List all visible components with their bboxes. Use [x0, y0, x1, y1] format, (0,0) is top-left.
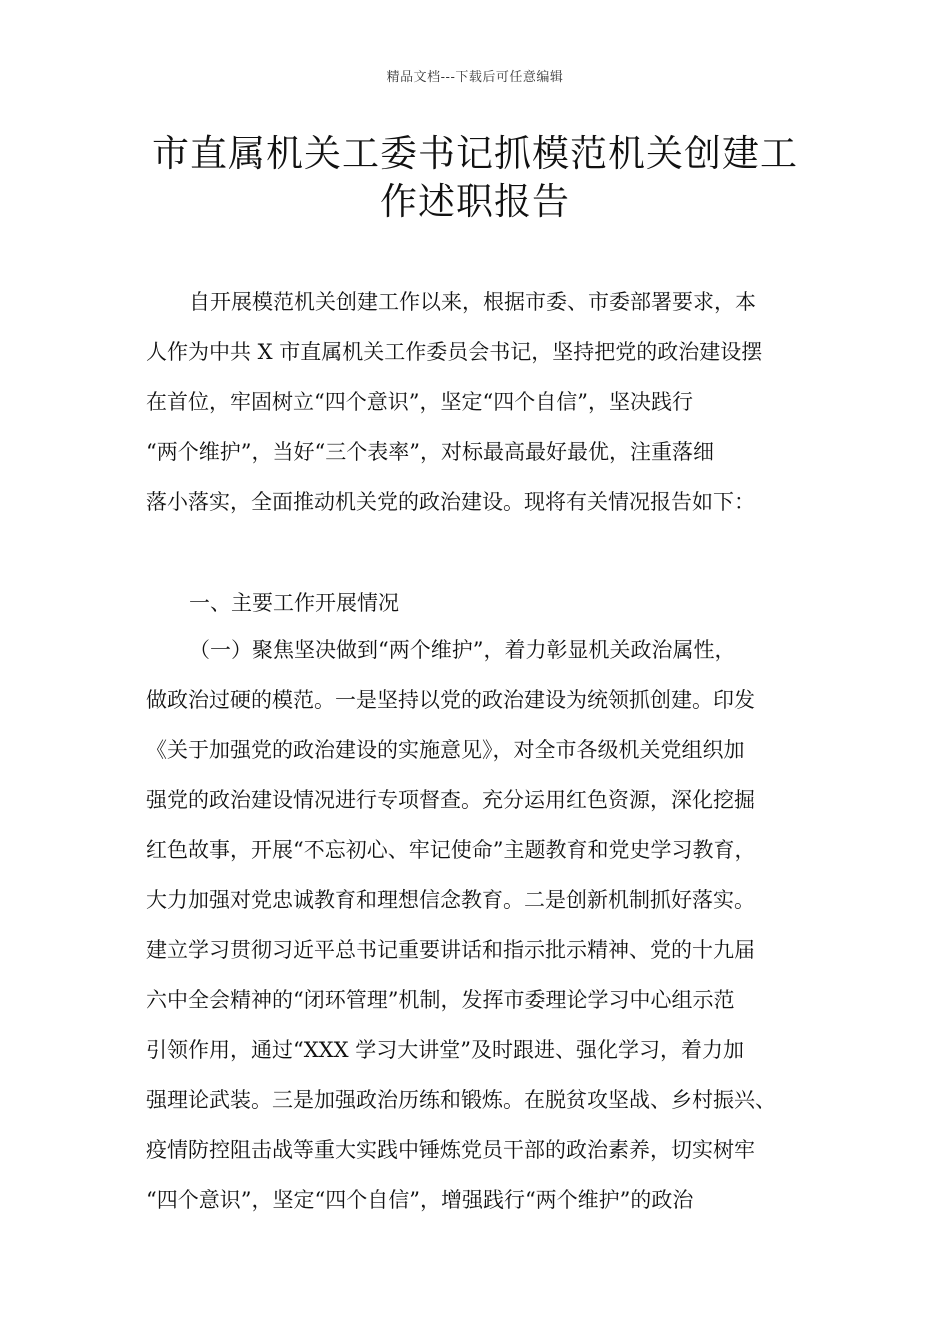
section-heading — [146, 578, 812, 628]
text-line: 落小落实，全面推动机关党的政治建设。现将有关情况报告如下： — [146, 490, 755, 514]
document-title — [140, 130, 810, 226]
text-line: 强党的政治建设情况进行专项督查。充分运用红色资源，深化挖掘 — [146, 788, 755, 812]
text-line: 大力加强对党忠诚教育和理想信念教育。二是创新机制抓好落实。 — [146, 888, 755, 912]
text-line: 红色故事，开展“不忘初心、牢记使命”主题教育和党史学习教育， — [146, 838, 756, 862]
text-line: 六中全会精神的“闭环管理”机制，发挥市委理论学习中心组示范 — [146, 988, 735, 1012]
text-line: 自开展模范机关创建工作以来，根据市委、市委部署要求，本 — [189, 290, 756, 314]
subsection-paragraph — [146, 625, 812, 1225]
section-heading-text: 一、主要工作开展情况 — [189, 591, 399, 615]
text-line: 在首位，牢固树立“四个意识”，坚定“四个自信”，坚决践行 — [146, 390, 693, 414]
intro-paragraph — [146, 277, 812, 527]
title-line: 作述职报告 — [380, 180, 570, 223]
text-line: 引领作用，通过“XXX 学习大讲堂”及时跟进、强化学习，着力加 — [146, 1038, 744, 1062]
page-header: 精品文档---下载后可任意编辑 — [386, 70, 564, 85]
text-line: 建立学习贯彻习近平总书记重要讲话和指示批示精神、党的十九届 — [146, 938, 755, 962]
text-line: （一）聚焦坚决做到“两个维护”，着力彰显机关政治属性， — [189, 638, 736, 662]
title-line: 市直属机关工委书记抓模范机关创建工 — [152, 132, 798, 175]
text-line: 疫情防控阻击战等重大实践中锤炼党员干部的政治素养，切实树牢 — [146, 1138, 755, 1162]
text-line: 《关于加强党的政治建设的实施意见》，对全市各级机关党组织加 — [146, 738, 745, 762]
text-line: “两个维护”，当好“三个表率”，对标最高最好最优，注重落细 — [146, 440, 714, 464]
text-line: 人作为中共 X 市直属机关工作委员会书记，坚持把党的政治建设摆 — [146, 340, 763, 364]
text-line: “四个意识”，坚定“四个自信”，增强践行“两个维护”的政治 — [146, 1188, 694, 1212]
text-line: 强理论武装。三是加强政治历练和锻炼。在脱贫攻坚战、乡村振兴、 — [146, 1088, 776, 1112]
text-line: 做政治过硬的模范。一是坚持以党的政治建设为统领抓创建。印发 — [146, 688, 755, 712]
